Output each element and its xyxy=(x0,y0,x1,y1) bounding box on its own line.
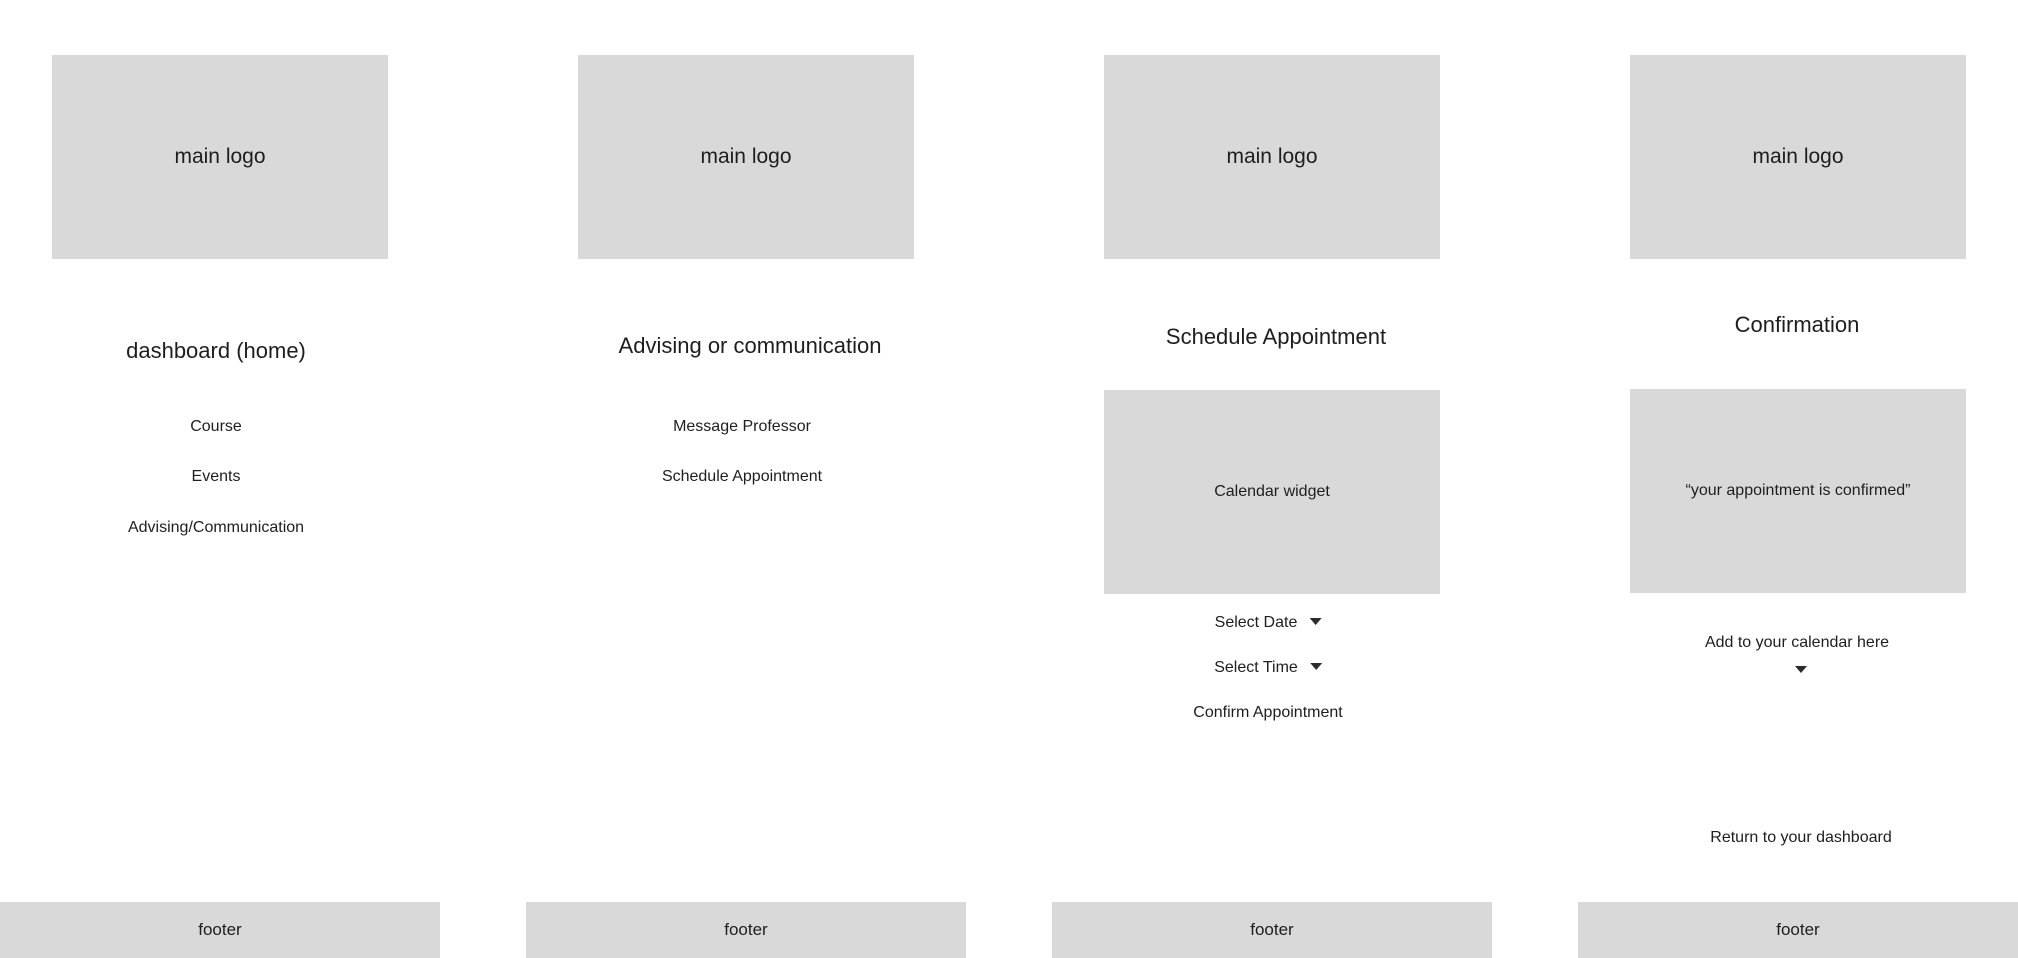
main-logo-label: main logo xyxy=(1752,145,1844,168)
main-logo-label: main logo xyxy=(700,145,792,168)
confirmation-message-box xyxy=(1630,389,1966,593)
page-title: Confirmation xyxy=(1734,312,1860,337)
main-logo-label: main logo xyxy=(1226,145,1318,168)
confirmation-message: “your appointment is confirmed” xyxy=(1685,482,1911,499)
select-time-dropdown[interactable] xyxy=(1214,659,1322,677)
nav-item-message-professor[interactable]: Message Professor xyxy=(673,418,811,435)
confirm-appointment-button[interactable]: Confirm Appointment xyxy=(1193,704,1343,721)
footer-label: footer xyxy=(198,920,242,939)
nav-item-schedule-appointment[interactable]: Schedule Appointment xyxy=(661,468,823,485)
footer-label: footer xyxy=(724,920,768,939)
chevron-down-icon[interactable] xyxy=(1795,666,1807,673)
footer-label: footer xyxy=(1776,920,1820,939)
select-time-label: Select Time xyxy=(1214,659,1298,676)
chevron-down-icon xyxy=(1310,663,1322,670)
footer xyxy=(1052,902,1492,958)
nav-item-course[interactable]: Course xyxy=(190,418,242,435)
page-title: Advising or communication xyxy=(618,333,882,358)
main-logo xyxy=(1104,55,1440,259)
page-title: dashboard (home) xyxy=(126,338,306,363)
footer xyxy=(0,902,440,958)
footer xyxy=(526,902,966,958)
footer-label: footer xyxy=(1250,920,1294,939)
return-to-dashboard-link[interactable]: Return to your dashboard xyxy=(1710,829,1892,846)
footer xyxy=(1578,902,2018,958)
nav-item-advising-communication[interactable]: Advising/Communication xyxy=(127,519,305,536)
calendar-widget[interactable] xyxy=(1104,390,1440,594)
main-logo xyxy=(578,55,914,259)
main-logo-label: main logo xyxy=(174,145,266,168)
chevron-down-icon xyxy=(1309,618,1321,625)
calendar-widget-label: Calendar widget xyxy=(1214,483,1330,500)
nav-item-events[interactable]: Events xyxy=(191,468,241,485)
select-date-label: Select Date xyxy=(1214,614,1298,631)
main-logo xyxy=(1630,55,1966,259)
page-title: Schedule Appointment xyxy=(1165,324,1387,349)
select-date-dropdown[interactable] xyxy=(1215,614,1322,632)
add-to-calendar-link[interactable]: Add to your calendar here xyxy=(1704,634,1890,651)
main-logo xyxy=(52,55,388,259)
